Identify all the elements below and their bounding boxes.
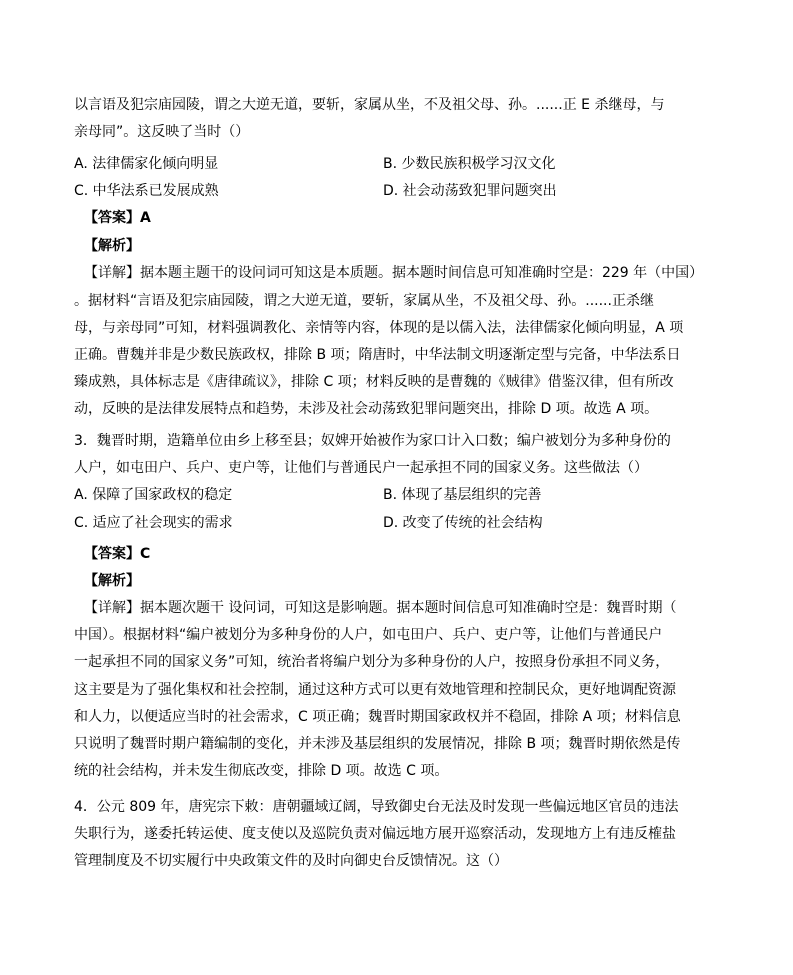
q3-detail-line-2: 中国）。根据材料“编户被划分为多种身份的人户，如屯田户、兵户、吏户等，让他们与普通民户 — [74, 627, 663, 643]
prev-question-stem-line-2: 亲母同”。这反映了当时（） — [74, 124, 250, 140]
prev-question-stem-line-1: 以言语及犯宗庙园陵，谓之大逆无道，要斩，家属从坐，不及祖父母、孙。......正 E 杀继母，与 — [74, 97, 665, 113]
q4-stem-line-3: 管理制度及不切实履行中央政策文件的及时向御史台反馈情况。这（） — [74, 853, 508, 869]
q3-detail-line-6: 只说明了魏晋时期户籍编制的变化，并未涉及基层组织的发展情况，排除 B 项；魏晋时期依然是传 — [74, 736, 681, 752]
q3-detail-line-4: 这主要是为了强化集权和社会控制，通过这种方式可以更有效地管理和控制民众，更好地调配资源 — [74, 682, 676, 698]
q3-option-d: D. 改变了传统的社会结构 — [383, 515, 543, 531]
q3-detail-line-3: 一起承担不同的国家义务”可知，统治者将编户划分为多种身份的人户，按照身份承担不同义务， — [74, 654, 670, 670]
prev-option-c: C. 中华法系已发展成熟 — [74, 183, 219, 199]
q3-detail-line-1: 【详解】据本题次题干 设问词，可知这是影响题。据本题时间信息可知准确时空是：魏晋时期（ — [84, 600, 677, 616]
q3-option-c: C. 适应了社会现实的需求 — [74, 515, 233, 531]
prev-detail-line-2: 。据材料“言语及犯宗庙园陵，谓之大逆无道，要斩，家属从坐，不及祖父母、孙。......正杀继 — [74, 293, 654, 309]
q4-stem-line-1: 4．公元 809 年，唐宪宗下敕：唐朝疆域辽阔，导致御史台无法及时发现一些偏远地区官员的违法 — [74, 799, 679, 815]
prev-answer: 【答案】A — [84, 210, 151, 226]
prev-option-b: B. 少数民族积极学习汉文化 — [383, 156, 556, 172]
prev-option-d: D. 社会动荡致犯罪问题突出 — [383, 183, 557, 199]
prev-detail-line-5: 臻成熟，具体标志是《唐律疏议》，排除 C 项；材料反映的是曹魏的《贼律》借鉴汉律，但有所改 — [74, 374, 674, 390]
prev-analysis-label: 【解析】 — [84, 238, 140, 254]
q3-answer: 【答案】C — [84, 546, 151, 562]
prev-detail-line-6: 动，反映的是法律发展特点和趋势，未涉及社会动荡致犯罪问题突出，排除 D 项。故选 A 项。 — [74, 401, 659, 417]
q3-analysis-label: 【解析】 — [84, 573, 140, 589]
q3-option-a: A. 保障了国家政权的稳定 — [74, 487, 233, 503]
prev-detail-line-4: 正确。曹魏并非是少数民族政权，排除 B 项；隋唐时，中华法制文明逐渐定型与完备，中华法系日 — [74, 347, 681, 363]
q4-stem-line-2: 失职行为，遂委托转运使、度支使以及巡院负责对偏远地方展开巡察活动，发现地方上有违反榷盐 — [74, 826, 676, 842]
q3-detail-line-7: 统的社会结构，并未发生彻底改变，排除 D 项。故选 C 项。 — [74, 763, 449, 779]
q3-stem-line-2: 人户，如屯田户、兵户、吏户等，让他们与普通民户一起承担不同的国家义务。这些做法（） — [74, 460, 648, 476]
q3-detail-line-5: 和人力，以便适应当时的社会需求，C 项正确；魏晋时期国家政权并不稳固，排除 A 项；材料信息 — [74, 709, 681, 725]
prev-option-a: A. 法律儒家化倾向明显 — [74, 156, 219, 172]
prev-detail-line-3: 母，与亲母同”可知，材料强调教化、亲情等内容，体现的是以儒入法，法律儒家化倾向明显，A 项 — [74, 320, 684, 336]
q3-option-b: B. 体现了基层组织的完善 — [383, 487, 542, 503]
q3-stem-line-1: 3．魏晋时期，造籍单位由乡上移至县；奴婢开始被作为家口计入口数；编户被划分为多种身份的 — [74, 433, 671, 449]
prev-detail-line-1: 【详解】据本题主题干的设问词可知这是本质题。据本题时间信息可知准确时空是：229 年（中国） — [84, 265, 704, 281]
